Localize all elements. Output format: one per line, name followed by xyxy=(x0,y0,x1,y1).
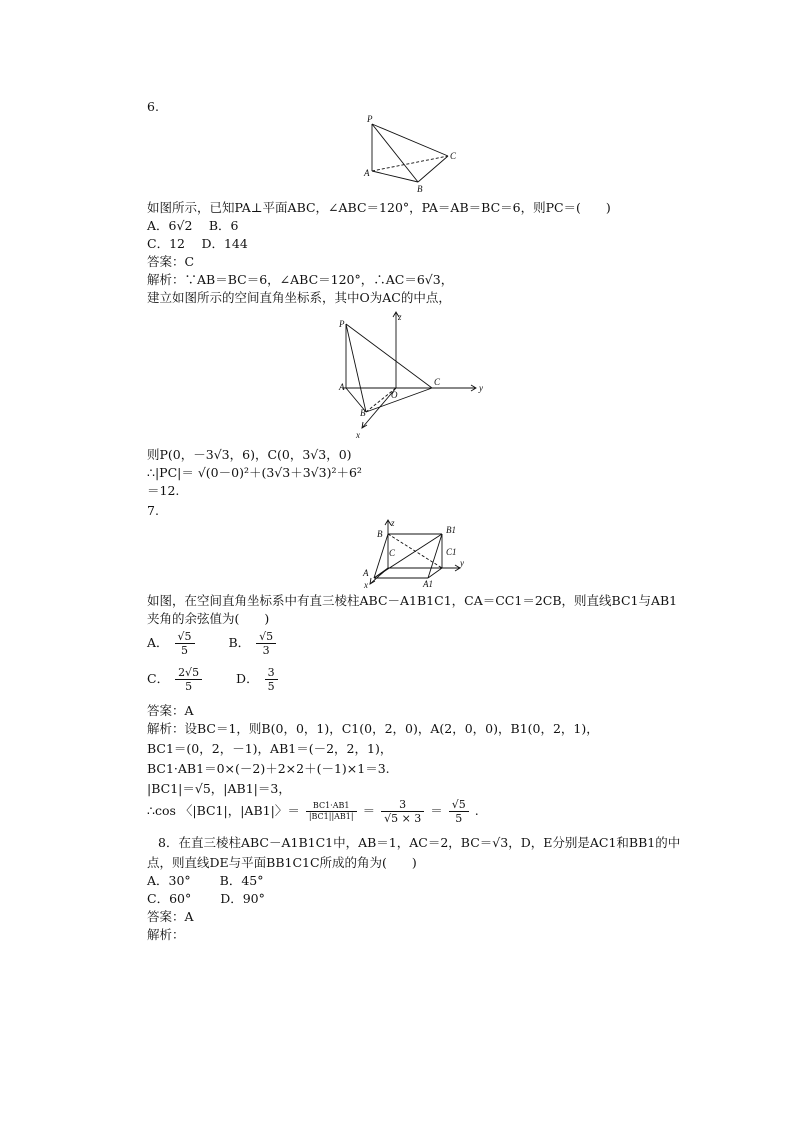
q7-opt-c-label: C． xyxy=(147,671,170,686)
q7-opt-c-fraction xyxy=(175,666,202,693)
fig1-label-c: C xyxy=(450,151,457,161)
fig3-label-a: A xyxy=(363,568,369,578)
q7-options-ab xyxy=(147,630,278,657)
q7-magnitudes: |BC1|＝√5，|AB1|＝3， xyxy=(147,781,291,796)
q7-cos-frac3-den: 5 xyxy=(455,812,463,825)
q8-options-row2: C．60° D．90° xyxy=(147,891,265,906)
q6-options-row1: A．6√2 B．6 xyxy=(147,218,239,233)
fig3-label-b: B xyxy=(377,529,383,539)
fig3-label-c: C xyxy=(389,548,396,558)
fig3-label-a1: A1 xyxy=(423,579,433,589)
q6-analysis-line1: 解析：∵AB＝BC＝6，∠ABC＝120°，∴AC＝6√3， xyxy=(147,272,454,287)
q7-opt-c-num: 2√5 xyxy=(175,666,202,680)
q6-stem: 如图所示，已知PA⊥平面ABC，∠ABC＝120°，PA＝AB＝BC＝6，则PC＝( ) xyxy=(147,200,611,215)
q7-cos-end: . xyxy=(474,803,479,818)
q7-cos-frac1-num: BC1·AB1 xyxy=(306,801,357,812)
fig2-label-p: P xyxy=(339,319,345,329)
q7-cos-frac3-num: √5 xyxy=(449,798,469,812)
q7-cosine xyxy=(147,798,479,825)
fig3-label-c1: C1 xyxy=(446,547,457,557)
q6-figure-pyramid xyxy=(362,116,462,196)
fig1-label-p: P xyxy=(367,114,373,124)
q7-opt-c-den: 5 xyxy=(185,680,193,693)
q7-opt-b-label: B． xyxy=(228,635,251,650)
q7-figure-prism xyxy=(360,516,470,590)
q6-pc-formula: ∴|PC|＝ √(0－0)²＋(3√3＋3√3)²＋6² xyxy=(147,465,362,480)
q7-opt-b-den: 3 xyxy=(262,644,270,657)
q7-stem-line1: 如图，在空间直角坐标系中有直三棱柱ABC－A1B1C1，CA＝CC1＝2CB，则直线BC1与AB1 xyxy=(147,593,678,608)
q7-cos-eq2: ＝ xyxy=(430,803,443,818)
q7-cos-frac1 xyxy=(306,801,357,822)
q8-stem-line1: 8．在直三棱柱ABC－A1B1C1中，AB＝1，AC＝2，BC＝√3，D，E分别是AC1和BB1的中 xyxy=(158,835,681,850)
q7-vectors: BC1＝(0，2，－1)，AB1＝(－2，2，1)， xyxy=(147,741,393,756)
q7-analysis-line1: 解析：设BC＝1，则B(0，0，1)，C1(0，2，0)，A(2，0，0)，B1(0，2，1)， xyxy=(147,721,599,736)
q7-opt-b-fraction xyxy=(256,630,276,657)
fig3-label-z: z xyxy=(391,518,395,528)
fig2-label-o: O xyxy=(391,390,398,400)
q7-cos-frac2-den: √5 × 3 xyxy=(384,812,422,825)
q7-cos-frac3 xyxy=(449,798,469,825)
q6-coords: 则P(0，－3√3，6)，C(0，3√3，0) xyxy=(147,447,352,462)
fig2-label-a: A xyxy=(339,382,345,392)
q7-dot-product: BC1·AB1＝0×(－2)＋2×2＋(－1)×1＝3. xyxy=(147,761,390,776)
q7-opt-d-den: 5 xyxy=(267,680,275,693)
q7-cos-frac1-den: |BC1||AB1| xyxy=(308,812,354,821)
q7-opt-a-fraction xyxy=(175,630,195,657)
q8-options-row1: A．30° B．45° xyxy=(147,873,264,888)
q7-stem-line2: 夹角的余弦值为( ) xyxy=(147,611,270,626)
q6-figure-coordinate-system xyxy=(336,310,496,442)
fig1-label-a: A xyxy=(364,168,370,178)
fig2-label-b: B xyxy=(360,408,366,418)
fig3-label-b1: B1 xyxy=(446,525,456,535)
q7-opt-a-den: 5 xyxy=(181,644,189,657)
q6-number: 6. xyxy=(147,99,159,114)
fig2-label-y: y xyxy=(479,383,483,393)
q6-answer: 答案：C xyxy=(147,254,195,269)
fig2-label-z: z xyxy=(398,312,402,322)
q7-number: 7. xyxy=(147,503,159,518)
q8-analysis: 解析： xyxy=(147,927,185,942)
q7-cos-frac2 xyxy=(381,798,424,825)
fig2-label-c: C xyxy=(434,377,441,387)
q6-pc-value: ＝12. xyxy=(147,483,180,498)
q7-opt-d-label: D． xyxy=(236,671,259,686)
q7-answer: 答案：A xyxy=(147,703,194,718)
q7-options-cd xyxy=(147,666,280,693)
q7-cos-eq1: ＝ xyxy=(362,803,376,818)
q7-opt-d-num: 3 xyxy=(265,666,278,680)
fig2-label-x: x xyxy=(356,430,360,440)
q7-opt-a-label: A． xyxy=(147,635,169,650)
fig3-label-x: x xyxy=(364,580,368,590)
q8-stem-line2: 点，则直线DE与平面BB1C1C所成的角为( ) xyxy=(147,855,417,870)
q8-answer: 答案：A xyxy=(147,909,194,924)
fig1-label-b: B xyxy=(417,184,423,194)
q7-opt-b-num: √5 xyxy=(256,630,276,644)
fig3-label-y: y xyxy=(460,558,464,568)
q7-opt-a-num: √5 xyxy=(175,630,195,644)
q7-cos-frac2-num: 3 xyxy=(381,798,424,812)
q7-opt-d-fraction xyxy=(265,666,278,693)
q6-analysis-line2: 建立如图所示的空间直角坐标系，其中O为AC的中点， xyxy=(147,290,451,305)
q7-cos-prefix: ∴cos 〈|BC1|，|AB1|〉＝ xyxy=(147,803,300,818)
q6-options-row2: C．12 D．144 xyxy=(147,236,248,251)
